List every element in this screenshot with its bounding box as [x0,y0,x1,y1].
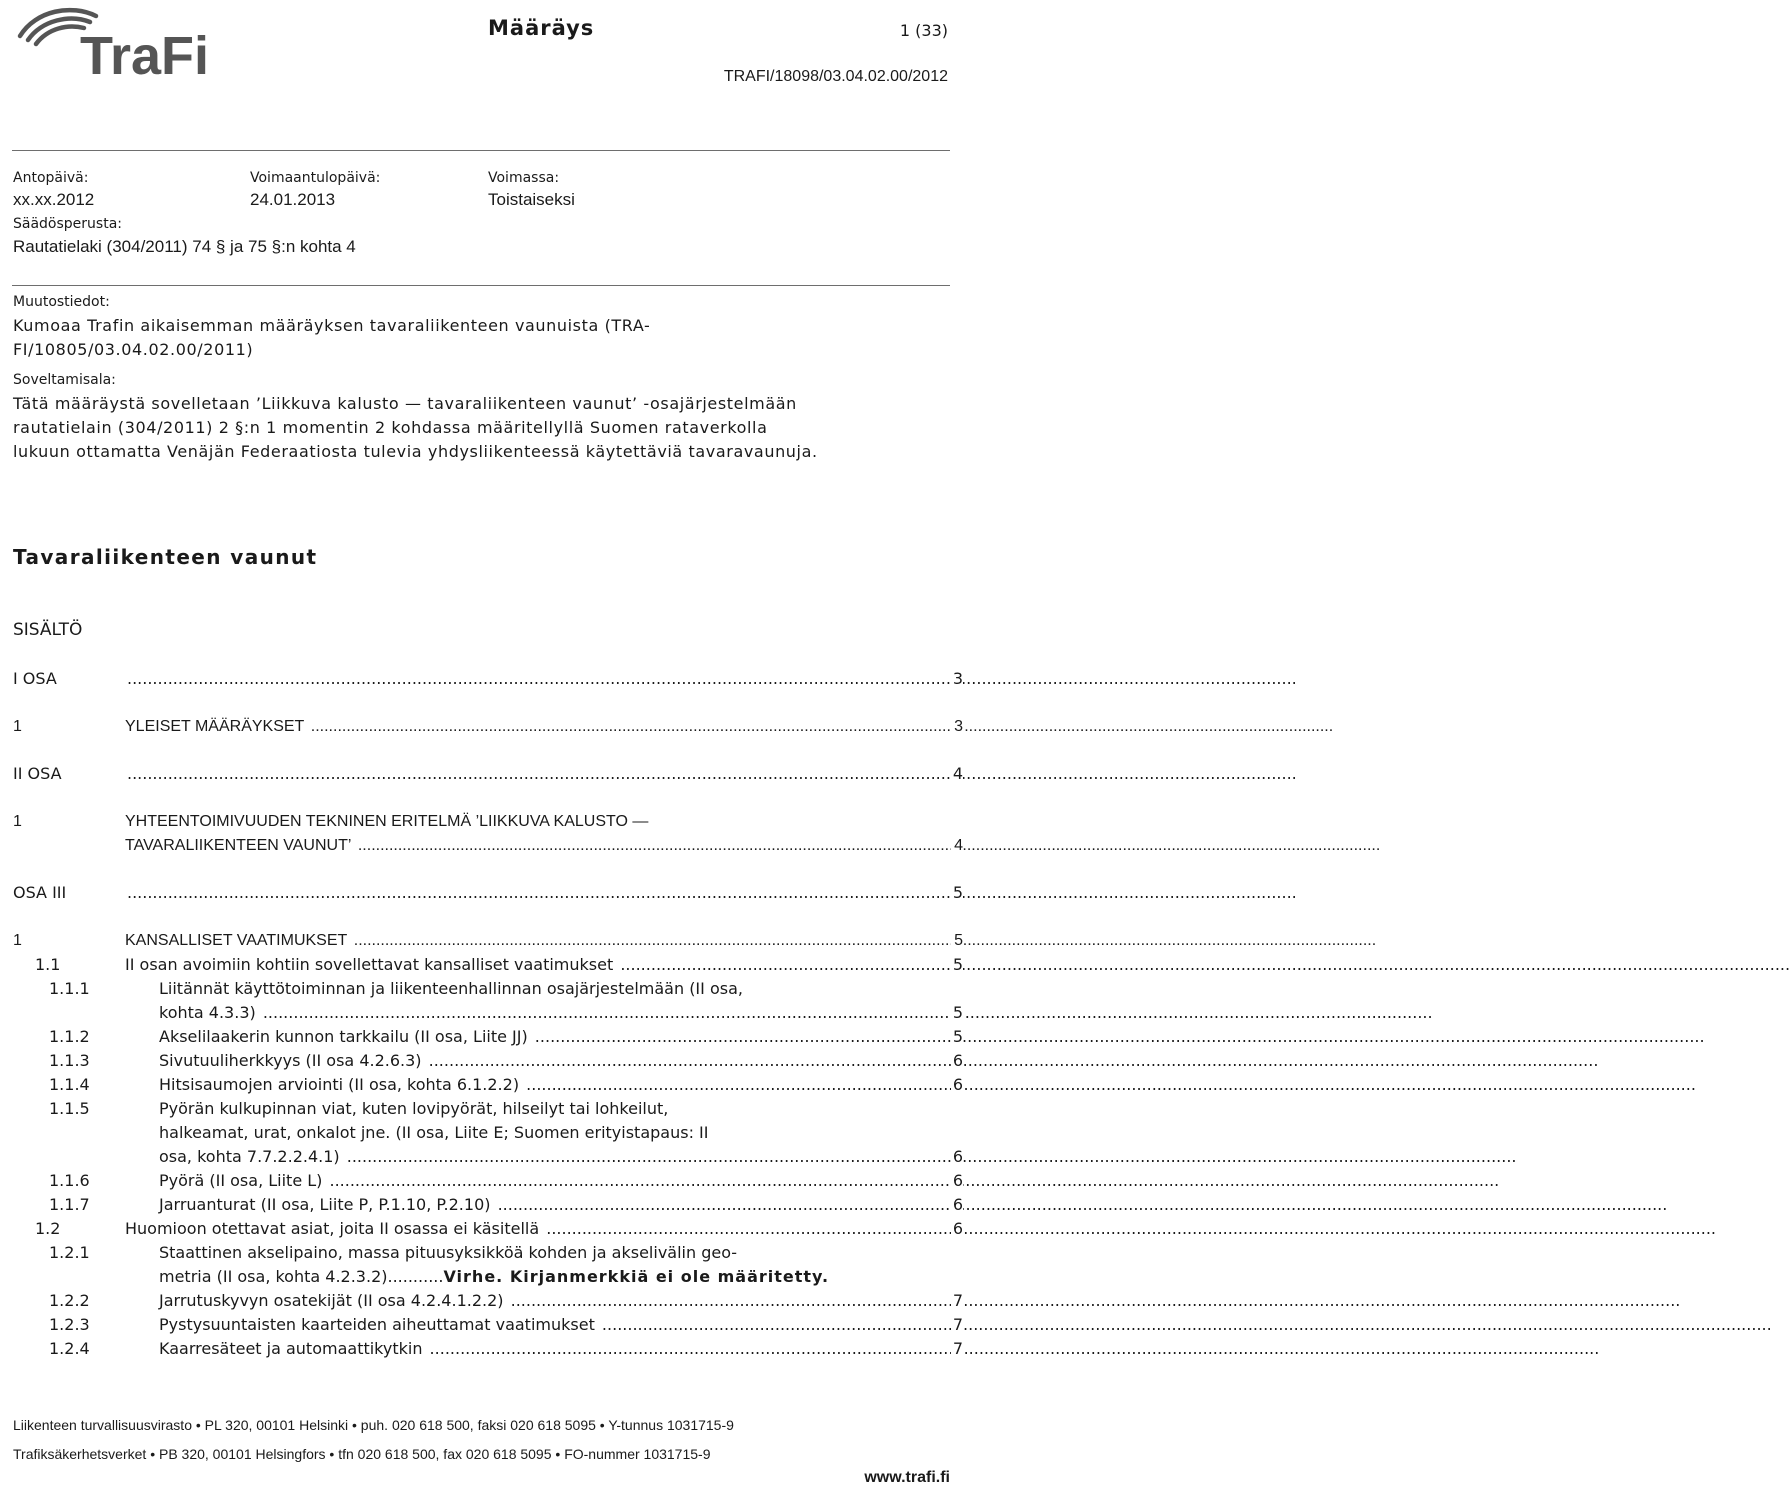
scope-text [13,392,949,464]
toc-row[interactable] [13,1169,963,1193]
toc-page: 4 [951,834,963,858]
toc-page: 5 [951,881,963,905]
scope-line-1: Tätä määräystä sovelletaan ’Liikkuva kalusto — tavaraliikenteen vaunut’ -osajärjestelmään [13,394,797,413]
toc-number: 1.2.3 [49,1315,90,1334]
changes-line-1: Kumoaa Trafin aikaisemman määräyksen tavaraliikenteen vaunuista (TRA- [13,316,651,335]
toc-title: Hitsisaumojen arviointi (II osa, kohta 6.1.2.2) [159,1075,520,1094]
footer-finnish: Liikenteen turvallisuusvirasto • PL 320, 00101 Helsinki • puh. 020 618 500, faksi 020 618 5095 • Y-tunnus 1031715-9 [13,1417,734,1433]
toc-number: 1.1.4 [49,1075,90,1094]
toc-row-tsi[interactable] [13,810,963,858]
toc-number: 1.2.4 [49,1339,90,1358]
toc-page: 6 [951,1145,963,1169]
toc-title: Kaarresäteet ja automaattikytkin [159,1339,423,1358]
changes-line-2: FI/10805/03.04.02.00/2011) [13,340,254,359]
toc-number: 1.1.6 [49,1171,90,1190]
toc-row[interactable] [13,1025,963,1049]
toc-row[interactable] [13,929,963,953]
basis-label: Säädösperusta: [13,216,122,232]
toc-title: TAVARALIIKENTEEN VAUNUT’ [125,837,352,854]
toc-row[interactable] [13,1241,963,1265]
toc-title-line: YHTEENTOIMIVUUDEN TEKNINEN ERITELMÄ ’LIIKKUVA KALUSTO — [125,813,649,830]
toc-leader [324,1171,1499,1190]
scope-line-2: rautatielain (304/2011) 2 §:n 1 momentin 2 kohdassa määritellyllä Suomen rataverkolla [13,418,768,437]
toc-number: 1.1.5 [49,1099,90,1118]
toc-number: 1.1.2 [49,1027,90,1046]
toc-title: Jarrutuskyvyn osatekijät (II osa 4.2.4.1.2.2) [159,1291,504,1310]
logo-arc-3 [36,27,84,44]
document-type: Määräys [488,16,595,40]
toc-number: 1 [13,932,22,949]
toc-title: KANSALLISET VAATIMUKSET [125,932,348,949]
toc-number: 1.2 [35,1219,61,1238]
toc-page: 6 [951,1193,963,1217]
issued-label: Antopäivä: [13,170,89,186]
effective-label: Voimaantulopäivä: [250,170,381,186]
page-number: 1 (33) [899,21,948,40]
toc-title-line: Liitännät käyttötoiminnan ja liikenteenhallinnan osajärjestelmään (II osa, [159,979,743,998]
toc-title: Pyörä (II osa, Liite L) [159,1171,323,1190]
toc-leader [306,718,1333,735]
toc-row[interactable] [13,953,963,977]
toc-list-national [13,929,963,1361]
scope-line-3: lukuun ottamatta Venäjän Federaatiosta tulevia yhdysliikenteessä käytettäviä tavaravaunuja. [13,442,818,461]
toc-row-part-2[interactable] [13,762,963,786]
toc-row-continuation[interactable] [13,1145,963,1169]
toc-row[interactable] [13,1337,963,1361]
toc-leader [615,955,1790,974]
toc-page: 6 [951,1073,963,1097]
toc-leader [342,1147,1517,1166]
toc-leader [258,1003,1433,1022]
toc-number: 1 [13,813,22,830]
toc-number: 1.1.7 [49,1195,90,1214]
logo-text: TraFi [80,26,210,86]
toc-title: Huomioon otettavat asiat, joita II osassa ei käsitellä [125,1219,540,1238]
toc-row[interactable] [13,1313,963,1337]
toc-leader [127,669,1297,688]
toc-title-line: Staattinen akselipaino, massa pituusyksikköä kohden ja akselivälin geo- [159,1243,738,1262]
toc-leader [353,837,1380,854]
toc-row-general[interactable] [13,715,963,739]
toc-row-continuation[interactable] [13,1121,963,1145]
issued-value: xx.xx.2012 [13,190,95,209]
document-number: TRAFI/18098/03.04.02.00/2012 [723,68,948,85]
toc-title-line: halkeamat, urat, onkalot jne. (II osa, Liite E; Suomen erityistapaus: II [159,1123,709,1142]
toc-page: 4 [951,762,963,786]
toc-number: II OSA [13,764,62,783]
valid-label: Voimassa: [488,170,560,186]
footer-swedish: Trafiksäkerhetsverket • PB 320, 00101 Helsingfors • tfn 020 618 500, fax 020 618 5095 • FO-nummer 1031715-9 [13,1446,711,1462]
toc-page: 6 [951,1169,963,1193]
toc-leader [127,883,1297,902]
toc-title-line: Pyörän kulkupinnan viat, kuten lovipyörät, hilseilyt tai lohkeilut, [159,1099,669,1118]
toc-title: YLEISET MÄÄRÄYKSET [125,718,305,735]
toc-page: 6 [951,1217,963,1241]
toc-leader [530,1027,1705,1046]
toc-page: 5 [951,929,963,953]
toc-row[interactable] [13,1217,963,1241]
basis-value: Rautatielaki (304/2011) 74 § ja 75 §:n kohta 4 [13,237,356,256]
toc-leader [127,764,1297,783]
trafi-logo [14,6,240,86]
scope-label: Soveltamisala: [13,372,116,388]
toc-page: 5 [951,1025,963,1049]
toc-number: 1.1.3 [49,1051,90,1070]
toc-number: 1 [13,718,22,735]
toc-page: 3 [951,715,963,739]
toc-row[interactable] [13,1073,963,1097]
document-title: Tavaraliikenteen vaunut [13,545,318,569]
toc-number: OSA III [13,883,67,902]
toc-row[interactable] [13,1193,963,1217]
toc-number: 1.1 [35,955,61,974]
toc-heading: SISÄLTÖ [13,620,83,640]
toc-page: 7 [951,1289,963,1313]
toc-leader [424,1051,1599,1070]
toc-row[interactable] [13,1049,963,1073]
toc-row-part-3[interactable] [13,881,963,905]
toc-title: Sivutuuliherkkyys (II osa 4.2.6.3) [159,1051,422,1070]
toc-title-text: metria (II osa, kohta 4.2.3.2) [159,1267,388,1286]
meta-divider [12,285,950,286]
toc-title: Jarruanturat (II osa, Liite P, P.1.10, P.2.10) [159,1195,491,1214]
toc-leader [506,1291,1681,1310]
toc-leader [424,1339,1599,1358]
bookmark-error: Virhe. Kirjanmerkkiä ei ole määritetty. [443,1267,830,1286]
toc-leader [349,932,1376,949]
toc-number: I OSA [13,669,57,688]
toc-title: kohta 4.3.3) [159,1003,256,1022]
toc-row[interactable] [13,1097,963,1121]
toc-leader [492,1195,1667,1214]
toc-title: II osan avoimiin kohtiin sovellettavat kansalliset vaatimukset [125,955,614,974]
toc-number: 1.2.2 [49,1291,90,1310]
toc-row[interactable] [13,977,963,1001]
toc-page: 5 [951,953,963,977]
toc-title: osa, kohta 7.7.2.2.4.1) [159,1147,340,1166]
header-divider [12,150,950,151]
toc-title [159,1265,829,1289]
toc-row-continuation[interactable] [13,1001,963,1025]
toc-leader [521,1075,1696,1094]
toc-leader [597,1315,1772,1334]
toc-page: 5 [951,1001,963,1025]
toc-page: 6 [951,1049,963,1073]
toc-title: Pystysuuntaisten kaarteiden aiheuttamat vaatimukset [159,1315,595,1334]
toc-row-continuation[interactable] [13,1265,963,1289]
valid-value: Toistaiseksi [488,190,575,209]
toc-page: 3 [951,667,963,691]
toc-title: Akselilaakerin kunnon tarkkailu (II osa, Liite JJ) [159,1027,528,1046]
changes-label: Muutostiedot: [13,294,110,310]
toc-leader [541,1219,1716,1238]
effective-value: 24.01.2013 [250,190,336,209]
toc-leader: ........... [387,1267,444,1286]
toc-row-part-1[interactable] [13,667,963,691]
changes-text [13,314,949,362]
toc-page: 7 [951,1313,963,1337]
toc-row[interactable] [13,1289,963,1313]
toc-number: 1.1.1 [49,979,90,998]
toc-page: 7 [951,1337,963,1361]
website-link[interactable]: www.trafi.fi [864,1469,950,1486]
toc-number: 1.2.1 [49,1243,90,1262]
